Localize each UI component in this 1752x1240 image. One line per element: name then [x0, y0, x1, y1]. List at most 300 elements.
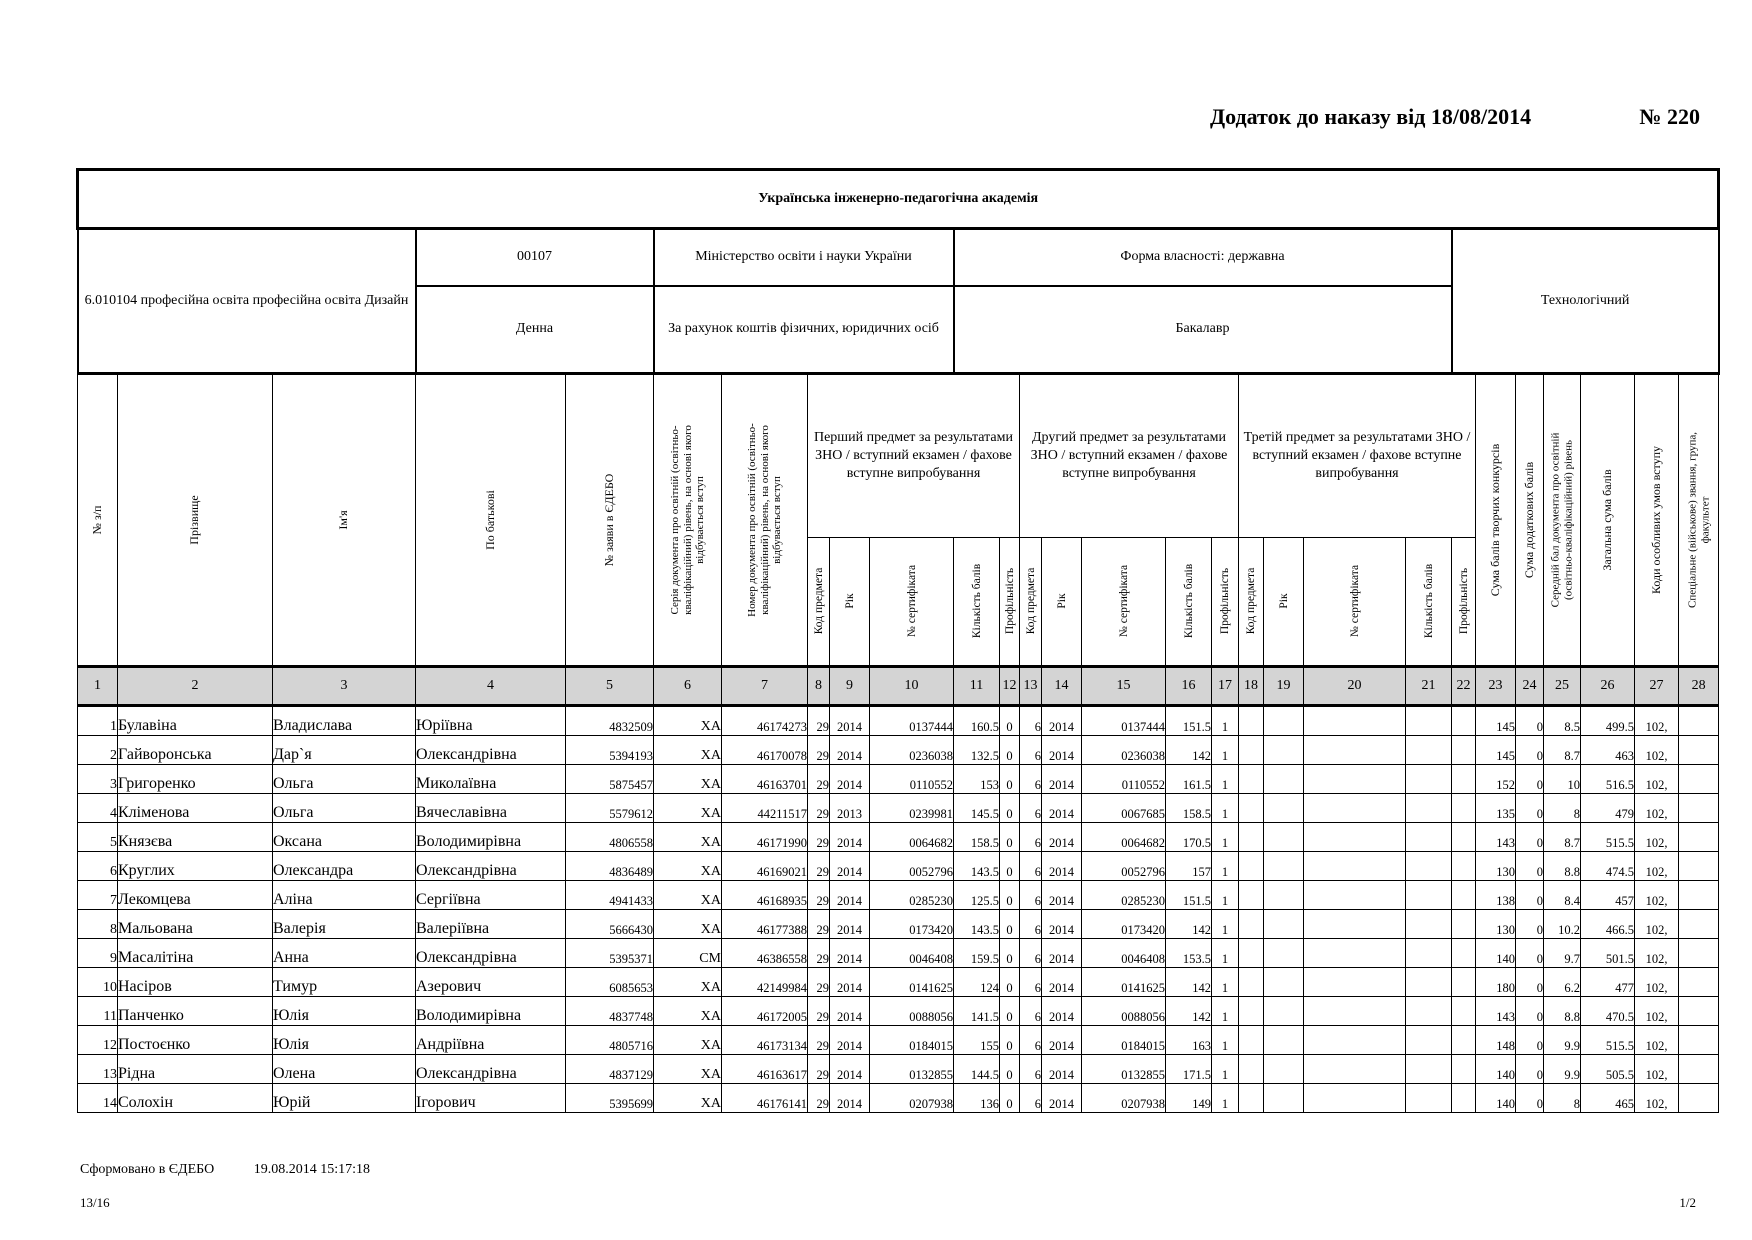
column-number: 11: [954, 667, 1000, 706]
sub2-code-cell: 6: [1020, 706, 1042, 736]
sub2-cert-cell: 0088056: [1082, 997, 1166, 1026]
sub1-cert-cell: 0110552: [870, 765, 954, 794]
avg-doc-cell: 10: [1544, 765, 1581, 794]
sub2-code-cell: 6: [1020, 1055, 1042, 1084]
doc-number-cell: 46163701: [722, 765, 808, 794]
sub2-profile-cell: 1: [1212, 823, 1239, 852]
special-rank-cell: [1679, 823, 1719, 852]
sub1-code-header: Код предмета: [808, 537, 830, 666]
doc-series-cell: ХА: [654, 765, 722, 794]
sub2-points-cell: 142: [1166, 736, 1212, 765]
row-number: 10: [78, 968, 118, 997]
sub1-year-cell: 2014: [830, 1084, 870, 1113]
surname-cell: Солохін: [118, 1084, 273, 1113]
sub3-code-cell: [1239, 997, 1264, 1026]
ownership-cell: Форма власності: державна: [954, 229, 1452, 286]
surname-cell: Князєва: [118, 823, 273, 852]
special-rank-cell: [1679, 706, 1719, 736]
application-no-cell: 4837129: [566, 1055, 654, 1084]
special-codes-cell: 102,: [1635, 706, 1679, 736]
sub3-code-cell: [1239, 968, 1264, 997]
sub2-year-cell: 2014: [1042, 794, 1082, 823]
sub2-profile-cell: 1: [1212, 997, 1239, 1026]
col-header-subject3: Третій предмет за результатами ЗНО / вступний екзамен / фахове вступне випробування: [1239, 374, 1476, 538]
sub3-profile-cell: [1452, 939, 1476, 968]
admission-list-sheet: [76, 168, 1711, 1113]
creative-sum-cell: 140: [1476, 1055, 1516, 1084]
sub3-code-cell: [1239, 910, 1264, 939]
table-row: [78, 765, 1719, 794]
creative-sum-cell: 130: [1476, 852, 1516, 881]
doc-number-cell: 46173134: [722, 1026, 808, 1055]
sub1-points-cell: 159.5: [954, 939, 1000, 968]
special-codes-cell: 102,: [1635, 736, 1679, 765]
column-number: 10: [870, 667, 954, 706]
sub3-code-cell: [1239, 765, 1264, 794]
sub2-cert-cell: 0141625: [1082, 968, 1166, 997]
special-codes-cell: 102,: [1635, 852, 1679, 881]
sub1-profile-cell: 0: [1000, 765, 1020, 794]
column-number: 23: [1476, 667, 1516, 706]
additional-sum-cell: 0: [1516, 881, 1544, 910]
sub3-profile-cell: [1452, 997, 1476, 1026]
sub2-profile-cell: 1: [1212, 706, 1239, 736]
sub3-code-cell: [1239, 794, 1264, 823]
sub3-points-cell: [1406, 1026, 1452, 1055]
surname-cell: Лекомцева: [118, 881, 273, 910]
creative-sum-cell: 148: [1476, 1026, 1516, 1055]
generated-label: Сформовано в ЄДЕБО: [80, 1162, 215, 1177]
sub3-points-cell: [1406, 765, 1452, 794]
column-number: 27: [1635, 667, 1679, 706]
sub1-points-cell: 153: [954, 765, 1000, 794]
col-header-subject1: Перший предмет за результатами ЗНО / вступний екзамен / фахове вступне випробування: [808, 374, 1020, 538]
sub2-cert-cell: 0110552: [1082, 765, 1166, 794]
application-no-cell: 5579612: [566, 794, 654, 823]
application-no-cell: 6085653: [566, 968, 654, 997]
sub2-profile-cell: 1: [1212, 765, 1239, 794]
column-number: 6: [654, 667, 722, 706]
sub2-profile-header: Профільність: [1212, 537, 1239, 666]
name-cell: Ольга: [273, 794, 416, 823]
name-cell: Ольга: [273, 765, 416, 794]
table-row: [78, 1084, 1719, 1113]
sub1-points-cell: 160.5: [954, 706, 1000, 736]
column-number: 2: [118, 667, 273, 706]
sub2-points-cell: 151.5: [1166, 706, 1212, 736]
sub3-code-cell: [1239, 1055, 1264, 1084]
sub1-code-cell: 29: [808, 939, 830, 968]
sub3-cert-cell: [1304, 706, 1406, 736]
sub2-year-cell: 2014: [1042, 852, 1082, 881]
sub3-year-cell: [1264, 939, 1304, 968]
doc-number-cell: 46168935: [722, 881, 808, 910]
surname-cell: Масалітіна: [118, 939, 273, 968]
avg-doc-cell: 8.7: [1544, 823, 1581, 852]
sub3-points-cell: [1406, 939, 1452, 968]
sub2-profile-cell: 1: [1212, 910, 1239, 939]
sub1-cert-cell: 0088056: [870, 997, 954, 1026]
doc-number-cell: 46170078: [722, 736, 808, 765]
total-cell: 499.5: [1581, 706, 1635, 736]
table-row: [78, 823, 1719, 852]
sub3-code-cell: [1239, 706, 1264, 736]
total-cell: 465: [1581, 1084, 1635, 1113]
sub2-year-cell: 2014: [1042, 997, 1082, 1026]
sub3-year-cell: [1264, 997, 1304, 1026]
sub3-cert-cell: [1304, 1055, 1406, 1084]
sub3-profile-cell: [1452, 852, 1476, 881]
sub1-profile-cell: 0: [1000, 852, 1020, 881]
study-form-cell: Денна: [416, 286, 654, 374]
sub1-year-cell: 2014: [830, 997, 870, 1026]
doc-series-cell: ХА: [654, 968, 722, 997]
avg-doc-cell: 8.8: [1544, 852, 1581, 881]
application-no-cell: 4806558: [566, 823, 654, 852]
creative-sum-cell: 138: [1476, 881, 1516, 910]
sub1-profile-cell: 0: [1000, 1055, 1020, 1084]
sub3-points-cell: [1406, 997, 1452, 1026]
special-rank-cell: [1679, 997, 1719, 1026]
avg-doc-cell: 8.4: [1544, 881, 1581, 910]
col-header-special-rank: Спеціальне (військове) звання, група, факультет: [1679, 374, 1719, 667]
doc-page-counter: 13/16: [80, 1195, 110, 1210]
faculty-cell: Технологічний: [1452, 229, 1719, 374]
sub2-profile-cell: 1: [1212, 939, 1239, 968]
sub2-points-cell: 149: [1166, 1084, 1212, 1113]
sub1-points-cell: 145.5: [954, 794, 1000, 823]
sub2-year-cell: 2014: [1042, 736, 1082, 765]
column-number: 4: [416, 667, 566, 706]
surname-cell: Григоренко: [118, 765, 273, 794]
sub3-code-cell: [1239, 736, 1264, 765]
doc-series-cell: ХА: [654, 852, 722, 881]
sub1-profile-cell: 0: [1000, 794, 1020, 823]
sub3-cert-cell: [1304, 939, 1406, 968]
sub3-profile-cell: [1452, 1084, 1476, 1113]
name-cell: Аліна: [273, 881, 416, 910]
sub2-points-cell: 142: [1166, 968, 1212, 997]
creative-sum-cell: 143: [1476, 997, 1516, 1026]
sub3-profile-cell: [1452, 881, 1476, 910]
sub1-points-cell: 144.5: [954, 1055, 1000, 1084]
sub2-year-cell: 2014: [1042, 881, 1082, 910]
sub2-cert-header: № сертифіката: [1082, 537, 1166, 666]
sub3-cert-cell: [1304, 1026, 1406, 1055]
special-codes-cell: 102,: [1635, 881, 1679, 910]
patronymic-cell: Валеріївна: [416, 910, 566, 939]
sub3-points-cell: [1406, 736, 1452, 765]
sub1-code-cell: 29: [808, 997, 830, 1026]
patronymic-cell: Ігорович: [416, 1084, 566, 1113]
sub3-profile-cell: [1452, 736, 1476, 765]
sub3-cert-cell: [1304, 997, 1406, 1026]
sub1-points-cell: 124: [954, 968, 1000, 997]
row-number: 13: [78, 1055, 118, 1084]
table-row: [78, 736, 1719, 765]
sub2-cert-cell: 0052796: [1082, 852, 1166, 881]
sub1-cert-cell: 0046408: [870, 939, 954, 968]
col-header-creative-sum: Сума балів творчих конкурсів: [1476, 374, 1516, 667]
sub2-year-cell: 2014: [1042, 939, 1082, 968]
sub3-year-cell: [1264, 852, 1304, 881]
row-number: 9: [78, 939, 118, 968]
surname-cell: Кліменова: [118, 794, 273, 823]
application-no-cell: 4837748: [566, 997, 654, 1026]
surname-cell: Круглих: [118, 852, 273, 881]
avg-doc-cell: 8: [1544, 1084, 1581, 1113]
row-number: 1: [78, 706, 118, 736]
avg-doc-cell: 8.7: [1544, 736, 1581, 765]
column-number: 19: [1264, 667, 1304, 706]
sub2-points-cell: 142: [1166, 910, 1212, 939]
sub1-cert-cell: 0173420: [870, 910, 954, 939]
column-number: 28: [1679, 667, 1719, 706]
doc-series-cell: ХА: [654, 1026, 722, 1055]
sub1-year-cell: 2014: [830, 939, 870, 968]
col-header-no: № з/п: [78, 374, 118, 667]
application-no-cell: 4832509: [566, 706, 654, 736]
column-number: 9: [830, 667, 870, 706]
table-body: [78, 706, 1719, 1113]
row-number: 2: [78, 736, 118, 765]
col-header-doc-series: Серія документа про освітній (освітньо-кваліфікаційний) рівень, на основі якого відбувається вступ: [654, 374, 722, 667]
sub1-code-cell: 29: [808, 1084, 830, 1113]
sub3-points-cell: [1406, 852, 1452, 881]
sub2-points-cell: 153.5: [1166, 939, 1212, 968]
sub3-points-cell: [1406, 1055, 1452, 1084]
additional-sum-cell: 0: [1516, 997, 1544, 1026]
sub2-cert-cell: 0046408: [1082, 939, 1166, 968]
sub2-profile-cell: 1: [1212, 736, 1239, 765]
avg-doc-cell: 6.2: [1544, 968, 1581, 997]
sub2-code-header: Код предмета: [1020, 537, 1042, 666]
sub3-points-header: Кількість балів: [1406, 537, 1452, 666]
sub2-code-cell: 6: [1020, 997, 1042, 1026]
sub1-year-header: Рік: [830, 537, 870, 666]
sub1-code-cell: 29: [808, 1026, 830, 1055]
additional-sum-cell: 0: [1516, 823, 1544, 852]
doc-number-cell: 46176141: [722, 1084, 808, 1113]
row-number: 8: [78, 910, 118, 939]
special-codes-cell: 102,: [1635, 1026, 1679, 1055]
sub2-code-cell: 6: [1020, 1026, 1042, 1055]
sub2-code-cell: 6: [1020, 910, 1042, 939]
page-number: 1/2: [1679, 1195, 1696, 1210]
patronymic-cell: Азерович: [416, 968, 566, 997]
sub1-code-cell: 29: [808, 736, 830, 765]
additional-sum-cell: 0: [1516, 765, 1544, 794]
column-number: 1: [78, 667, 118, 706]
sub3-code-cell: [1239, 881, 1264, 910]
sub3-points-cell: [1406, 881, 1452, 910]
creative-sum-cell: 130: [1476, 910, 1516, 939]
avg-doc-cell: 9.7: [1544, 939, 1581, 968]
creative-sum-cell: 135: [1476, 794, 1516, 823]
special-codes-cell: 102,: [1635, 968, 1679, 997]
doc-number-cell: 44211517: [722, 794, 808, 823]
sub3-cert-cell: [1304, 910, 1406, 939]
sub3-cert-cell: [1304, 765, 1406, 794]
sub3-points-cell: [1406, 823, 1452, 852]
additional-sum-cell: 0: [1516, 1084, 1544, 1113]
sub2-cert-cell: 0184015: [1082, 1026, 1166, 1055]
sub2-year-cell: 2014: [1042, 765, 1082, 794]
sub2-year-header: Рік: [1042, 537, 1082, 666]
additional-sum-cell: 0: [1516, 939, 1544, 968]
sub3-year-cell: [1264, 881, 1304, 910]
sub2-year-cell: 2014: [1042, 1026, 1082, 1055]
sub3-year-header: Рік: [1264, 537, 1304, 666]
table-row: [78, 794, 1719, 823]
column-number: 5: [566, 667, 654, 706]
col-header-subject2: Другий предмет за результатами ЗНО / вступний екзамен / фахове вступне випробування: [1020, 374, 1239, 538]
sub3-cert-cell: [1304, 852, 1406, 881]
sub1-profile-header: Профільність: [1000, 537, 1020, 666]
sub2-year-cell: 2014: [1042, 1084, 1082, 1113]
patronymic-cell: Володимирівна: [416, 997, 566, 1026]
doc-series-cell: ХА: [654, 910, 722, 939]
creative-sum-cell: 180: [1476, 968, 1516, 997]
patronymic-cell: Олександрівна: [416, 1055, 566, 1084]
sub1-code-cell: 29: [808, 1055, 830, 1084]
total-cell: 466.5: [1581, 910, 1635, 939]
sub2-code-cell: 6: [1020, 881, 1042, 910]
sub1-profile-cell: 0: [1000, 968, 1020, 997]
sub2-cert-cell: 0173420: [1082, 910, 1166, 939]
special-codes-cell: 102,: [1635, 794, 1679, 823]
table-row: [78, 997, 1719, 1026]
sub2-points-cell: 151.5: [1166, 881, 1212, 910]
special-rank-cell: [1679, 881, 1719, 910]
sub3-code-cell: [1239, 1026, 1264, 1055]
column-number: 15: [1082, 667, 1166, 706]
sub2-year-cell: 2014: [1042, 1055, 1082, 1084]
special-rank-cell: [1679, 939, 1719, 968]
column-number: 14: [1042, 667, 1082, 706]
col-header-doc-number: Номер документа про освітній (освітньо-кваліфікаційний) рівень, на основі якого відбувається вступ: [722, 374, 808, 667]
name-cell: Олександра: [273, 852, 416, 881]
total-cell: 474.5: [1581, 852, 1635, 881]
creative-sum-cell: 152: [1476, 765, 1516, 794]
row-number: 5: [78, 823, 118, 852]
special-rank-cell: [1679, 968, 1719, 997]
column-number: 7: [722, 667, 808, 706]
sub3-profile-cell: [1452, 1055, 1476, 1084]
special-codes-cell: 102,: [1635, 1055, 1679, 1084]
special-codes-cell: 102,: [1635, 765, 1679, 794]
doc-number-cell: 42149984: [722, 968, 808, 997]
sub3-code-cell: [1239, 939, 1264, 968]
total-cell: 479: [1581, 794, 1635, 823]
creative-sum-cell: 140: [1476, 1084, 1516, 1113]
row-number: 14: [78, 1084, 118, 1113]
additional-sum-cell: 0: [1516, 852, 1544, 881]
sub1-code-cell: 29: [808, 706, 830, 736]
column-number: 26: [1581, 667, 1635, 706]
creative-sum-cell: 143: [1476, 823, 1516, 852]
sub3-points-cell: [1406, 1084, 1452, 1113]
application-no-cell: 5394193: [566, 736, 654, 765]
doc-series-cell: ХА: [654, 736, 722, 765]
column-number: 18: [1239, 667, 1264, 706]
doc-series-cell: ХА: [654, 706, 722, 736]
sub1-profile-cell: 0: [1000, 736, 1020, 765]
sub1-code-cell: 29: [808, 852, 830, 881]
table-row: [78, 852, 1719, 881]
sub1-year-cell: 2014: [830, 852, 870, 881]
row-number: 12: [78, 1026, 118, 1055]
surname-cell: Постоєнко: [118, 1026, 273, 1055]
doc-number-cell: 46177388: [722, 910, 808, 939]
doc-number-cell: 46386558: [722, 939, 808, 968]
ministry-cell: Міністерство освіти і науки України: [654, 229, 954, 286]
patronymic-cell: Юріївна: [416, 706, 566, 736]
creative-sum-cell: 145: [1476, 736, 1516, 765]
sub2-points-cell: 161.5: [1166, 765, 1212, 794]
special-rank-cell: [1679, 736, 1719, 765]
total-cell: 516.5: [1581, 765, 1635, 794]
order-header: [1210, 104, 1700, 130]
sub3-points-cell: [1406, 706, 1452, 736]
sub2-code-cell: 6: [1020, 968, 1042, 997]
doc-series-cell: ХА: [654, 1084, 722, 1113]
name-cell: Дар`я: [273, 736, 416, 765]
sub3-profile-cell: [1452, 823, 1476, 852]
sub2-profile-cell: 1: [1212, 1084, 1239, 1113]
sub3-points-cell: [1406, 794, 1452, 823]
sub2-cert-cell: 0064682: [1082, 823, 1166, 852]
sub2-points-cell: 142: [1166, 997, 1212, 1026]
sub1-profile-cell: 0: [1000, 910, 1020, 939]
sub3-profile-cell: [1452, 1026, 1476, 1055]
sub3-year-cell: [1264, 823, 1304, 852]
sub3-profile-cell: [1452, 910, 1476, 939]
specialty-cell: 6.010104 професійна освіта професійна освіта Дизайн: [78, 229, 416, 374]
sub2-profile-cell: 1: [1212, 852, 1239, 881]
sub1-profile-cell: 0: [1000, 823, 1020, 852]
special-codes-cell: 102,: [1635, 910, 1679, 939]
patronymic-cell: Олександрівна: [416, 939, 566, 968]
patronymic-cell: Олександрівна: [416, 852, 566, 881]
sub1-cert-cell: 0052796: [870, 852, 954, 881]
column-number: 24: [1516, 667, 1544, 706]
col-header-total: Загальна сума балів: [1581, 374, 1635, 667]
sub1-cert-header: № сертифіката: [870, 537, 954, 666]
patronymic-cell: Андріївна: [416, 1026, 566, 1055]
column-number: 3: [273, 667, 416, 706]
sub2-profile-cell: 1: [1212, 1055, 1239, 1084]
generated-info: [80, 1162, 370, 1178]
sub2-profile-cell: 1: [1212, 794, 1239, 823]
sub1-year-cell: 2014: [830, 968, 870, 997]
name-cell: Юлія: [273, 1026, 416, 1055]
name-cell: Олена: [273, 1055, 416, 1084]
avg-doc-cell: 9.9: [1544, 1026, 1581, 1055]
sub2-profile-cell: 1: [1212, 881, 1239, 910]
column-number: 12: [1000, 667, 1020, 706]
row-number: 6: [78, 852, 118, 881]
application-no-cell: 4836489: [566, 852, 654, 881]
sub1-points-cell: 136: [954, 1084, 1000, 1113]
sub3-year-cell: [1264, 968, 1304, 997]
admission-table: [76, 168, 1720, 1113]
sub1-cert-cell: 0207938: [870, 1084, 954, 1113]
sub3-points-cell: [1406, 910, 1452, 939]
surname-cell: Гайворонська: [118, 736, 273, 765]
application-no-cell: 5395699: [566, 1084, 654, 1113]
application-no-cell: 4805716: [566, 1026, 654, 1055]
